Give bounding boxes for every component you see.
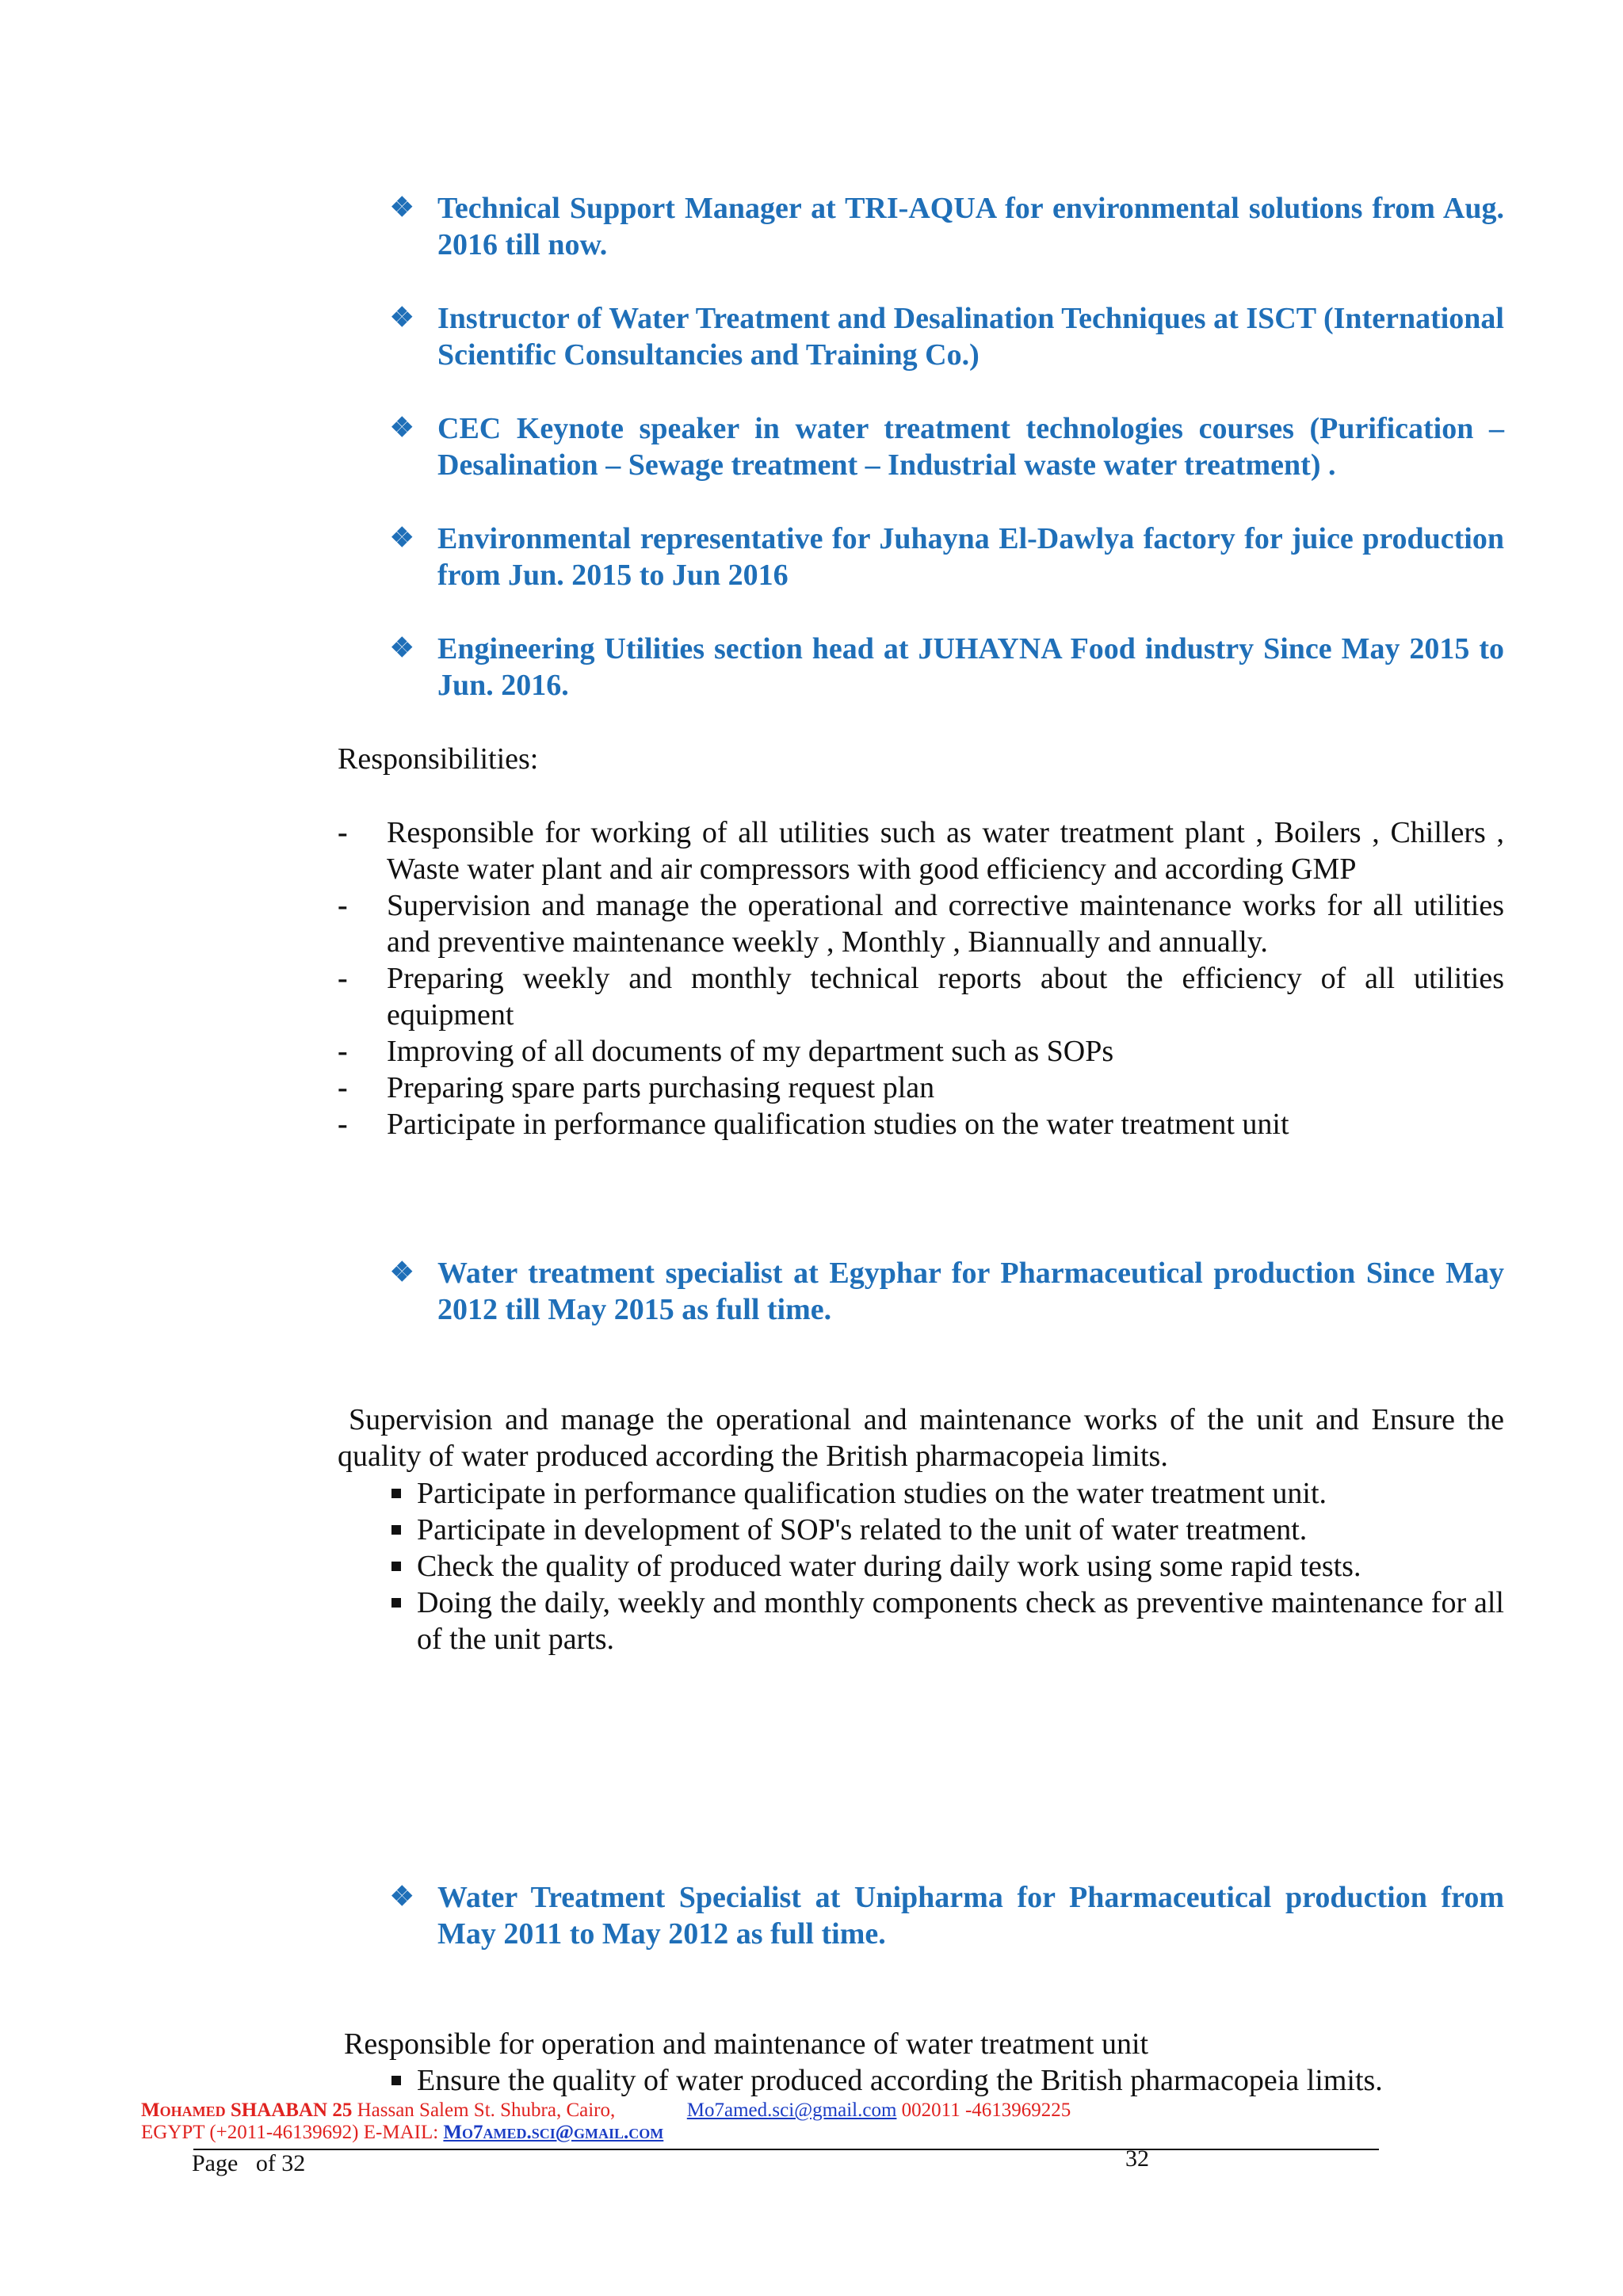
job-heading-text: Technical Support Manager at TRI-AQUA for environmental solutions from Aug. 2016 till now. <box>437 192 1504 261</box>
page-label: Page of 32 <box>192 2150 306 2176</box>
footer-line-2 <box>141 2122 1377 2144</box>
diamond-bullet-icon: ❖ <box>390 303 414 333</box>
dash-bullet: - <box>338 962 348 995</box>
job-heading-text: Water Treatment Specialist at Unipharma for Pharmaceutical production from May 2011 to May 2012 as full time. <box>437 1881 1504 1951</box>
footer-name: Mohamed SHAABAN 25 <box>141 2100 353 2121</box>
job-heading-text: Instructor of Water Treatment and Desalination Techniques at ISCT (International Scientific Consultancies and Training Co.) <box>437 302 1504 372</box>
square-bullet-icon <box>391 1562 401 1571</box>
page-number: 32 <box>1125 2145 1149 2172</box>
list-item <box>338 960 1504 1033</box>
unipharma-intro: Responsible for operation and maintenance of water treatment unit <box>344 2027 1149 2061</box>
dash-bullet: - <box>338 1108 348 1141</box>
job-heading-text: Water treatment specialist at Egyphar for Pharmaceutical production Since May 2012 till May 2015 as full time. <box>437 1257 1504 1326</box>
job-heading-text: Engineering Utilities section head at JUHAYNA Food industry Since May 2015 to Jun. 2016. <box>437 632 1504 702</box>
responsibilities-list <box>338 814 1504 1142</box>
job-heading-isct <box>390 300 1504 373</box>
footer-phone: 002011 -4613969225 <box>901 2100 1071 2121</box>
list-item-text: Preparing weekly and monthly technical reports about the efficiency of all utilities equipment <box>387 962 1504 1032</box>
list-item <box>338 1106 1504 1142</box>
square-bullet-icon <box>391 2076 401 2085</box>
list-item-text: Improving of all documents of my department such as SOPs <box>387 1035 1114 1068</box>
egyphar-duties-list <box>390 1475 1504 1657</box>
list-item <box>390 1475 1504 1512</box>
list-item-text: Supervision and manage the operational and corrective maintenance works for all utilities and preventive maintenance weekly , Monthly , Biannually and annually. <box>387 889 1504 959</box>
unipharma-duties-list <box>390 2062 1515 2099</box>
list-item-text: Participate in performance qualification studies on the water treatment unit. <box>417 1477 1327 1510</box>
list-item-text: Ensure the quality of water produced according the British pharmacopeia limits. <box>417 2064 1383 2097</box>
square-bullet-icon <box>391 1489 401 1498</box>
egyphar-intro: Supervision and manage the operational and maintenance works of the unit and Ensure the quality of water produced according the British pharmacopeia limits. <box>338 1403 1504 1473</box>
list-item-text: Doing the daily, weekly and monthly components check as preventive maintenance for all of the unit parts. <box>417 1586 1504 1656</box>
job-heading-juhayna-env <box>390 521 1504 593</box>
diamond-bullet-icon: ❖ <box>390 524 414 553</box>
footer-email-link-2[interactable]: Mo7amed.sci@gmail.com <box>443 2122 664 2143</box>
job-heading-text: Environmental representative for Juhayna El-Dawlya factory for juice production from Jun. 2015 to Jun 2016 <box>437 522 1504 592</box>
dash-bullet: - <box>338 1035 348 1068</box>
list-item <box>390 1548 1504 1585</box>
list-item <box>390 1512 1504 1548</box>
list-item-text: Check the quality of produced water during daily work using some rapid tests. <box>417 1550 1361 1583</box>
job-heading-cec <box>390 410 1504 483</box>
responsibilities-heading: Responsibilities: <box>338 742 539 776</box>
job-heading-text: CEC Keynote speaker in water treatment technologies courses (Purification – Desalination – Sewage treatment – Industrial waste water treatment) . <box>437 412 1504 482</box>
job-heading-unipharma <box>390 1879 1504 1952</box>
dash-bullet: - <box>338 816 348 849</box>
footer-country-phone: EGYPT (+2011-46139692) E-MAIL: <box>141 2122 444 2143</box>
diamond-bullet-icon: ❖ <box>390 634 414 663</box>
square-bullet-icon <box>391 1598 401 1608</box>
job-heading-juhayna-utilities <box>390 631 1504 704</box>
footer-address: Hassan Salem St. Shubra, Cairo, <box>357 2100 616 2121</box>
footer-divider <box>193 2149 1379 2150</box>
footer-line-1 <box>141 2100 1377 2122</box>
dash-bullet: - <box>338 889 348 922</box>
diamond-bullet-icon: ❖ <box>390 193 414 223</box>
diamond-bullet-icon: ❖ <box>390 1882 414 1912</box>
diamond-bullet-icon: ❖ <box>390 414 414 443</box>
list-item <box>338 1070 1504 1106</box>
diamond-bullet-icon: ❖ <box>390 1258 414 1287</box>
footer-email-link[interactable]: Mo7amed.sci@gmail.com <box>686 2100 897 2121</box>
list-item-text: Responsible for working of all utilities such as water treatment plant , Boilers , Chillers , Waste water plant and air compressors with good efficiency and according GMP <box>387 816 1504 886</box>
page-footer <box>141 2100 1377 2144</box>
square-bullet-icon <box>391 1525 401 1535</box>
list-item <box>338 814 1504 887</box>
list-item <box>390 1585 1504 1657</box>
list-item-text: Preparing spare parts purchasing request plan <box>387 1071 935 1104</box>
list-item <box>390 2062 1515 2099</box>
dash-bullet: - <box>338 1071 348 1104</box>
list-item-text: Participate in development of SOP's related to the unit of water treatment. <box>417 1513 1308 1547</box>
list-item-text: Participate in performance qualification studies on the water treatment unit <box>387 1108 1289 1141</box>
list-item <box>338 887 1504 960</box>
job-heading-tri-aqua <box>390 190 1504 263</box>
job-heading-egyphar <box>390 1255 1504 1328</box>
list-item <box>338 1033 1504 1070</box>
